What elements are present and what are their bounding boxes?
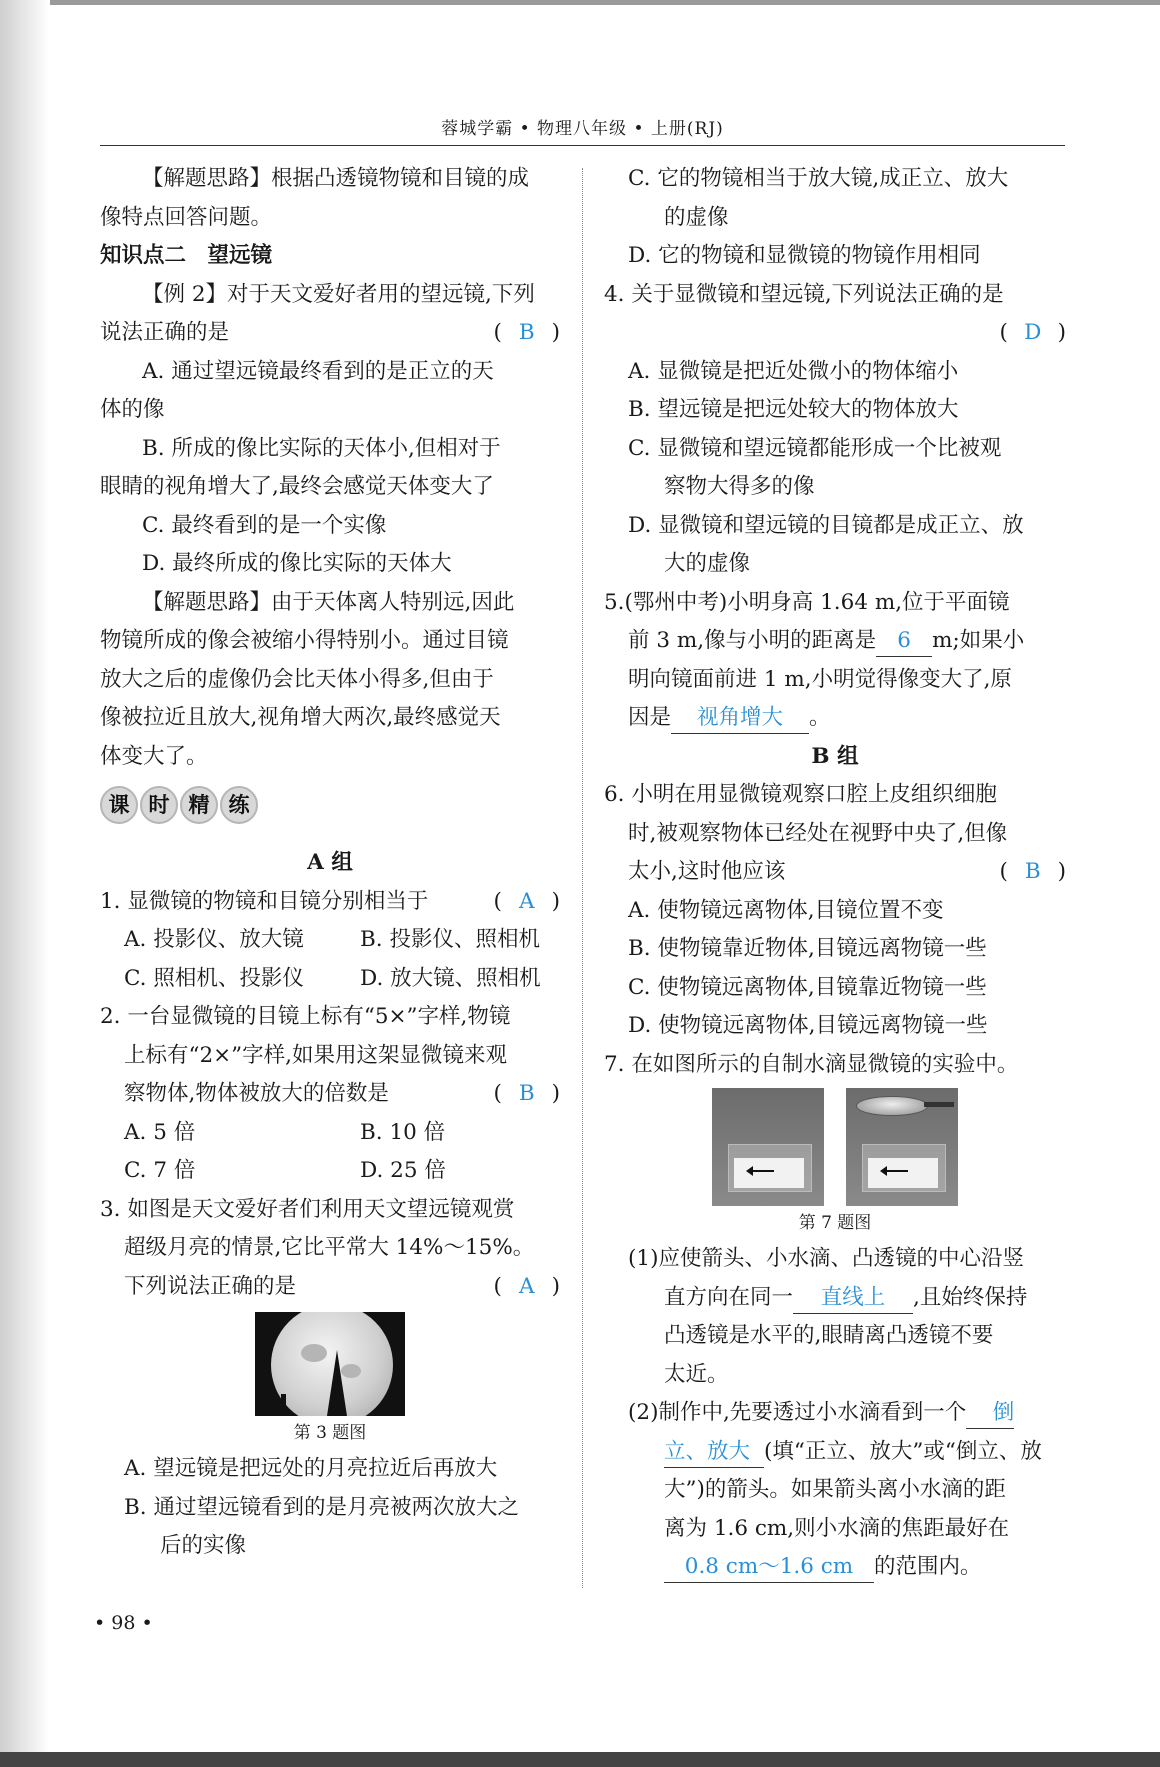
example-2-option-b-cont: 眼睛的视角增大了,最终会感觉天体变大了 xyxy=(100,474,494,499)
q4-answer-line xyxy=(604,314,1066,353)
q7-part-2-end: 的范围内。 xyxy=(874,1554,982,1579)
example-2-answer-paren: ( B ) xyxy=(494,314,560,353)
q6-stem-line-3 xyxy=(604,853,1066,892)
q2-option-d: D. 25 倍 xyxy=(360,1158,446,1183)
q7-part-2-line-3: 大”)的箭头。如果箭头离小水滴的距 xyxy=(664,1477,1006,1502)
q7-part-1-text: 直方向在同一 xyxy=(664,1284,794,1310)
q1-stem: 1. 显微镜的物镜和目镜分别相当于 xyxy=(100,888,429,914)
q3-stem-end: 下列说法正确的是 xyxy=(124,1273,297,1299)
solution-tip-2-line-3: 放大之后的虚像仍会比天体小得多,但由于 xyxy=(100,666,494,692)
example-2-stem-end: 说法正确的是 xyxy=(100,320,230,345)
q6-option-a: A. 使物镜远离物体,目镜位置不变 xyxy=(628,897,944,923)
q3-option-b-cont: 后的实像 xyxy=(160,1533,247,1558)
q2-answer: B xyxy=(518,1081,535,1106)
arrow-left-icon xyxy=(752,1170,774,1172)
badge-char: 精 xyxy=(180,786,218,824)
solution-tip-2-line-5: 体变大了。 xyxy=(100,743,208,769)
arrow-left-icon xyxy=(886,1170,908,1172)
q5-line-4-tail: 。 xyxy=(809,705,831,730)
q7-part-1-line-3: 凸透镜是水平的,眼睛离凸透镜不要 xyxy=(664,1323,994,1348)
q3-figure-caption: 第 3 题图 xyxy=(293,1423,367,1443)
q2-option-a: A. 5 倍 xyxy=(124,1119,196,1145)
q4-option-d: D. 显微镜和望远镜的目镜都是成正立、放 xyxy=(628,512,1024,538)
q4-option-d-cont: 大的虚像 xyxy=(664,551,751,576)
q5-line-4 xyxy=(604,699,1066,738)
q7-part-2-line-5 xyxy=(604,1548,1066,1587)
badge-char: 练 xyxy=(220,786,258,824)
q1-options-row-2 xyxy=(100,960,560,999)
q1-options-row-1 xyxy=(100,921,560,960)
q7-part-2-line-4: 离为 1.6 cm,则小水滴的焦距最好在 xyxy=(664,1515,1010,1541)
example-2-option-b: B. 所成的像比实际的天体小,但相对于 xyxy=(142,435,501,461)
solution-tip-2-line-1: 【解题思路】由于天体离人特别远,因此 xyxy=(142,589,515,615)
q6-stem-line-2: 时,被观察物体已经处在视野中央了,但像 xyxy=(628,820,1008,846)
page-bottom-edge xyxy=(0,1752,1160,1767)
q7-setup-photo-right xyxy=(846,1088,958,1206)
q7-figure-caption: 第 7 题图 xyxy=(798,1213,872,1233)
q7-blank-3: 0.8 cm～1.6 cm xyxy=(664,1552,874,1583)
q4-option-c-cont: 察物大得多的像 xyxy=(664,474,815,499)
q5-line-2-tail: m;如果小 xyxy=(932,628,1025,653)
tower-silhouette xyxy=(327,1350,347,1416)
example-2-line-1: 【例 2】对于天文爱好者用的望远镜,下列 xyxy=(142,281,535,307)
example-2-option-a: A. 通过望远镜最终看到的是正立的天 xyxy=(142,358,494,384)
moon-photo xyxy=(255,1312,405,1416)
example-2-option-a-cont: 体的像 xyxy=(100,397,165,422)
q6-option-d: D. 使物镜远离物体,目镜远离物镜一些 xyxy=(628,1013,988,1038)
solution-tip-2-line-4: 像被拉近且放大,视角增大两次,最终感觉天 xyxy=(100,705,501,730)
q4-answer: D xyxy=(1024,320,1042,345)
example-2-option-c: C. 最终看到的是一个实像 xyxy=(142,512,387,538)
paper-sheet xyxy=(734,1158,804,1188)
solution-tip-1-line-1: 【解题思路】根据凸透镜物镜和目镜的成 xyxy=(142,166,530,191)
q6-stem-end: 太小,这时他应该 xyxy=(628,859,786,884)
q2-stem-line-1: 2. 一台显微镜的目镜上标有“5×”字样,物镜 xyxy=(100,1004,511,1029)
right-column xyxy=(604,160,1066,1587)
badge-char: 课 xyxy=(100,786,138,824)
q3-option-d: D. 它的物镜和显微镜的物镜作用相同 xyxy=(628,243,981,268)
paper-sheet xyxy=(868,1158,938,1188)
q5-line-3: 明向镜面前进 1 m,小明觉得像变大了,原 xyxy=(628,666,1012,692)
q7-part-2-text: (2)制作中,先要透过小水滴看到一个 xyxy=(628,1400,967,1425)
person-silhouette xyxy=(281,1394,286,1412)
q7-part-1-line-1: (1)应使箭头、小水滴、凸透镜的中心沿竖 xyxy=(628,1246,1024,1271)
q7-setup-photo-left xyxy=(712,1088,824,1206)
q5-blank-1: 6 xyxy=(876,626,932,657)
q2-stem-line-3 xyxy=(100,1075,560,1114)
solution-tip-2-line-2: 物镜所成的像会被缩小得特别小。通过目镜 xyxy=(100,628,509,653)
example-2-option-d: D. 最终所成的像比实际的天体大 xyxy=(142,551,452,576)
q4-option-c: C. 显微镜和望远镜都能形成一个比被观 xyxy=(628,435,1002,461)
q2-options-row-1 xyxy=(100,1114,560,1153)
q1-option-a: A. 投影仪、放大镜 xyxy=(124,927,304,952)
page-left-edge xyxy=(0,0,50,1767)
q4-option-b: B. 望远镜是把远处较大的物体放大 xyxy=(628,397,959,422)
example-2-answer: B xyxy=(518,320,535,345)
q7-part-1-line-2 xyxy=(604,1279,1066,1318)
q3-option-c-cont: 的虚像 xyxy=(664,204,729,230)
q1-answer-paren: ( A ) xyxy=(494,883,560,922)
q7-blank-2a: 倒 xyxy=(966,1398,1014,1429)
q2-option-b: B. 10 倍 xyxy=(360,1119,446,1145)
q2-option-c: C. 7 倍 xyxy=(124,1158,196,1183)
group-a-title: A 组 xyxy=(307,850,353,875)
badge-char: 时 xyxy=(140,786,178,824)
q7-figure xyxy=(712,1088,1066,1206)
q3-option-b: B. 通过望远镜看到的是月亮被两次放大之 xyxy=(124,1494,519,1520)
lens-handle xyxy=(924,1102,954,1107)
q5-blank-2: 视角增大 xyxy=(671,703,809,734)
q5-line-1: 5.(鄂州中考)小明身高 1.64 m,位于平面镜 xyxy=(604,589,1010,615)
q3-stem-line-2: 超级月亮的情景,它比平常大 14%～15%。 xyxy=(124,1235,535,1260)
q1-answer: A xyxy=(519,888,535,914)
q2-stem-end: 察物体,物体被放大的倍数是 xyxy=(124,1081,389,1106)
q7-part-2-line-2 xyxy=(604,1433,1066,1472)
left-column xyxy=(100,160,560,1566)
q7-part-2-line-1 xyxy=(604,1394,1066,1433)
q4-option-a: A. 显微镜是把近处微小的物体缩小 xyxy=(628,358,959,384)
q7-part-2-tail: (填“正立、放大”或“倒立、放 xyxy=(764,1438,1042,1464)
page-number: • 98 • xyxy=(94,1612,153,1634)
q5-line-4-text: 因是 xyxy=(628,705,672,730)
header-rule xyxy=(100,145,1065,146)
q6-stem-line-1: 6. 小明在用显微镜观察口腔上皮组织细胞 xyxy=(604,782,997,807)
q1-option-d: D. 放大镜、照相机 xyxy=(360,965,541,991)
q4-stem: 4. 关于显微镜和望远镜,下列说法正确的是 xyxy=(604,281,1004,307)
q3-option-a: A. 望远镜是把远处的月亮拉近后再放大 xyxy=(124,1456,498,1481)
q3-answer-paren: ( A ) xyxy=(494,1268,560,1307)
page-top-edge xyxy=(0,0,1160,5)
page-header: 蓉城学霸 • 物理八年级 • 上册(RJ) xyxy=(441,119,724,139)
q7-part-1-line-4: 太近。 xyxy=(664,1361,729,1387)
q2-answer-paren: ( B ) xyxy=(494,1075,560,1114)
q3-stem-line-3 xyxy=(100,1268,560,1307)
q1-option-b: B. 投影仪、照相机 xyxy=(360,927,540,952)
q3-answer: A xyxy=(519,1273,535,1299)
q6-answer: B xyxy=(1024,859,1041,884)
q6-option-b: B. 使物镜靠近物体,目镜远离物镜一些 xyxy=(628,936,987,961)
solution-tip-1-line-2: 像特点回答问题。 xyxy=(100,204,273,230)
q7-blank-1: 直线上 xyxy=(793,1283,913,1314)
q2-options-row-2 xyxy=(100,1152,560,1191)
q3-stem-line-1: 3. 如图是天文爱好者们利用天文望远镜观赏 xyxy=(100,1196,515,1222)
q7-blank-2b: 立、放大 xyxy=(664,1437,764,1468)
q7-stem: 7. 在如图所示的自制水滴显微镜的实验中。 xyxy=(604,1051,1019,1077)
q1-stem-line xyxy=(100,883,560,922)
example-2-line-2 xyxy=(100,314,560,353)
q6-answer-paren: ( B ) xyxy=(1000,853,1066,892)
column-divider xyxy=(582,168,583,1588)
group-b-title: B 组 xyxy=(811,743,859,769)
moon-crater xyxy=(301,1344,327,1362)
q6-option-c: C. 使物镜远离物体,目镜靠近物镜一些 xyxy=(628,974,987,1000)
q1-option-c: C. 照相机、投影仪 xyxy=(124,965,304,991)
q4-answer-paren: ( D ) xyxy=(1000,314,1066,353)
section-badge xyxy=(100,786,560,830)
q5-line-2-text: 前 3 m,像与小明的距离是 xyxy=(628,628,877,653)
q7-part-1-tail: ,且始终保持 xyxy=(913,1284,1028,1310)
q2-stem-line-2: 上标有“2×”字样,如果用这架显微镜来观 xyxy=(124,1042,508,1068)
convex-lens xyxy=(856,1096,928,1116)
q3-option-c: C. 它的物镜相当于放大镜,成正立、放大 xyxy=(628,166,1009,191)
q5-line-2 xyxy=(604,622,1066,661)
knowledge-point-2-title: 知识点二 望远镜 xyxy=(100,243,273,268)
